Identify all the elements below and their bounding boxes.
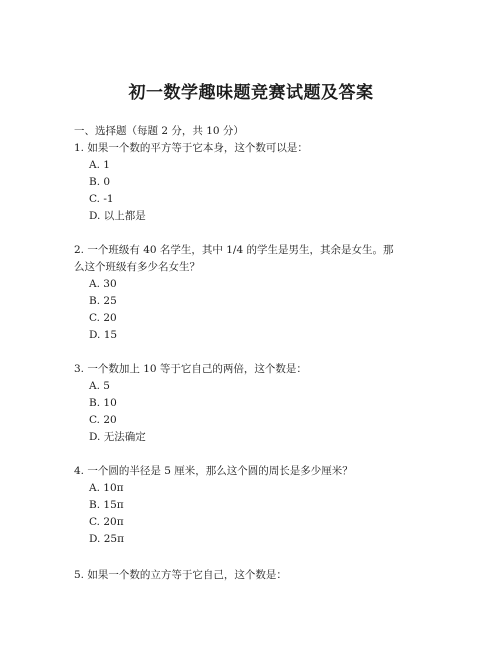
question-2-stem: 2. 一个班级有 40 名学生，其中 1/4 的学生是男生，其余是女生。那	[74, 244, 394, 256]
question-4-stem: 4. 一个圆的半径是 5 厘米，那么这个圆的周长是多少厘米？	[74, 465, 353, 477]
question-4-option-a: A. 10π	[89, 482, 124, 494]
question-4-option-b: B. 15π	[89, 499, 124, 511]
document-title: 初一数学趣味题竞赛试题及答案	[128, 83, 374, 103]
question-1-option-d: D. 以上都是	[89, 210, 146, 222]
question-4-option-d: D. 25π	[89, 533, 124, 545]
question-1-option-c: C. -1	[89, 193, 114, 205]
question-2-option-c: C. 20	[89, 312, 117, 324]
question-4-option-c: C. 20π	[89, 516, 124, 528]
question-1-option-b: B. 0	[89, 176, 111, 188]
question-2-option-a: A. 30	[89, 278, 117, 290]
question-3-option-a: A. 5	[89, 380, 110, 392]
question-5-stem: 5. 如果一个数的立方等于它自己，这个数是：	[74, 569, 287, 581]
question-3-stem: 3. 一个数加上 10 等于它自己的两倍，这个数是：	[74, 363, 307, 375]
question-2-stem-continued: 么这个班级有多少名女生？	[74, 261, 200, 273]
question-1-stem: 1. 如果一个数的平方等于它本身，这个数可以是：	[74, 142, 308, 154]
section-heading: 一、选择题（每题 2 分，共 10 分）	[74, 125, 244, 137]
question-2-option-b: B. 25	[89, 295, 117, 307]
question-2-option-d: D. 15	[89, 329, 118, 341]
question-3-option-d: D. 无法确定	[89, 431, 146, 443]
question-3-option-c: C. 20	[89, 414, 117, 426]
question-1-option-a: A. 1	[89, 159, 110, 171]
question-3-option-b: B. 10	[89, 397, 117, 409]
